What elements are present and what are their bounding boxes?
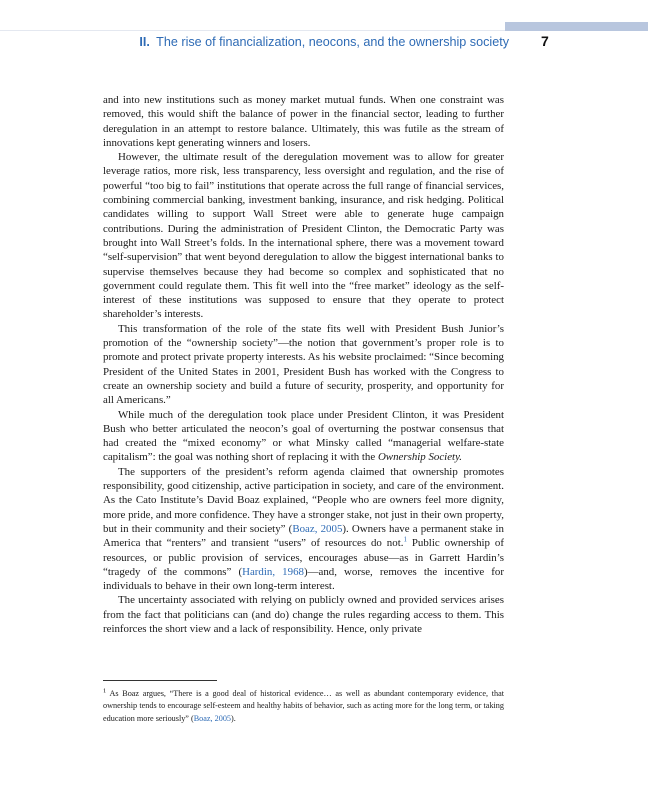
body-text [103, 93, 504, 636]
footnote-text-a: As Boaz argues, “There is a good deal of historical evidence… as well as abundant contemporary evidence, that ownership tends to encourage self-esteem and healthy habits of behavior, such as acting more for the long term, or taking education more seriously” ( [103, 689, 504, 723]
paragraph-6: The uncertainty associated with relying on publicly owned and provided services arises from the fact that politicians can (and do) change the rules regarding access to them. This reinforces the short view and a lack of responsibility. Hence, only private [103, 594, 504, 635]
paragraph-5-text-c: Public ownership of resources, or public provision of services, encourages abuse—as in Garrett Hardin’s “tragedy of the commons” ( [103, 537, 504, 578]
paragraph-4 [103, 408, 504, 465]
footnote-text-b: ). [231, 713, 236, 723]
paragraph-2: However, the ultimate result of the deregulation movement was to allow for greater leverage ratios, more risk, less transparency, less oversight and regulation, and the rise of powerful “too big to fail” institutions that operate across the full range of financial services, combining commercial banking, investment banking, insurance, and risk hedging. Political candidates willing to support Wall Street were able to generate huge campaign contributions. During the administration of President Clinton, the Democratic Party was brought into Wall Street’s folds. In the international sphere, there was a movement toward “self-supervision” that went beyond deregulation to allow the biggest international banks to supervise themselves because they had become so complex and sophisticated that no government could regulate them. This fit well into the “free market” ideology as the self-interest of these institutions was supposed to ensure that they operate to protect shareholder’s interests. [103, 151, 504, 321]
header-accent-bar [505, 22, 648, 31]
paragraph-5-text-a: The supporters of the president’s reform agenda claimed that ownership promotes responsibility, good citizenship, active participation in society, and care of the environment. As the Cato Institute’s David Boaz explained, “People who are owners feel more dignity, more pride, and more confidence. They have a stronger stake, not just in their own property, but in their community and their society” ( [103, 465, 505, 535]
paragraph-4-text: While much of the deregulation took place under President Clinton, it was President Bush who better articulated the neocon’s goal of overturning the postwar consensus that had created the “mixed economy” or what Minsky called “managerial welfare-state capitalism”: the goal was nothing short of replacing it with the [103, 408, 504, 464]
paragraph-3: This transformation of the role of the state fits well with President Bush Junior’s promotion of the “ownership society”—the notion that government’s proper role is to promote and protect private property interests. As his website proclaimed: “Since becoming President of the United States in 2001, President Bush has worked with the Congress to create an ownership society and build a future of security, prosperity, and opportunity for all Americans.” [103, 322, 504, 407]
running-head [0, 35, 509, 49]
paragraph-5-text-b: ). Owners have a permanent stake in America that “renters” and transient “users” of resources do not. [103, 522, 504, 550]
paragraph-1: and into new institutions such as money market mutual funds. When one constraint was removed, this would shift the balance of power in the financial sector, leading to further deregulation in an attempt to restore balance. Ultimately, this was futile as the stream of innovations kept generating winners and losers. [103, 94, 504, 149]
paragraph-5 [103, 465, 504, 594]
page-number: 7 [541, 33, 549, 49]
ownership-society-italic: Ownership Society. [377, 451, 463, 464]
footnote-number: 1 [103, 687, 107, 695]
citation-hardin-1968[interactable]: Hardin, 1968 [242, 565, 304, 578]
footnote-rule [103, 680, 217, 681]
citation-boaz-2005[interactable]: Boaz, 2005 [292, 522, 343, 535]
footnote-1 [103, 688, 504, 725]
paragraph-5-text-d: )—and, worse, removes the incentive for individuals to behave in their own long-term interest. [103, 565, 505, 593]
chapter-title: The rise of financialization, neocons, and the ownership society [156, 35, 509, 49]
footnote-reference-1[interactable]: 1 [403, 535, 407, 544]
footnote-citation-boaz-2005[interactable]: Boaz, 2005 [193, 713, 232, 723]
chapter-number: II. [139, 35, 150, 49]
